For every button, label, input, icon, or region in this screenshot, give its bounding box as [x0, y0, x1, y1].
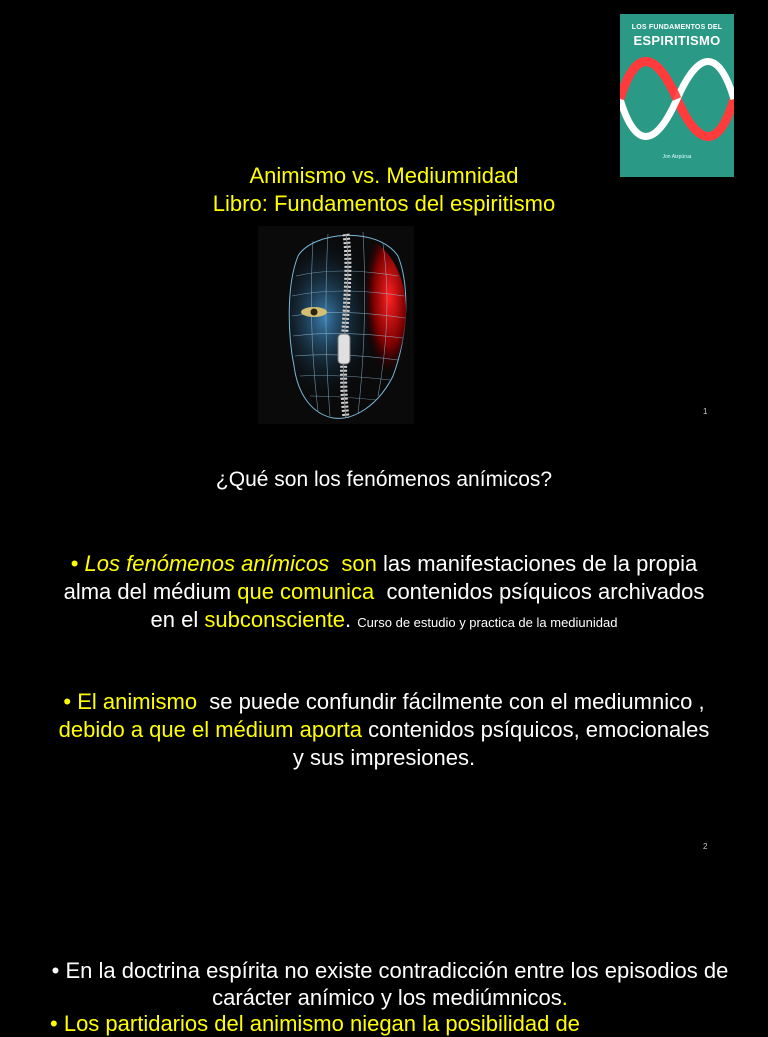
- highlight-debido: debido a que el médium aporta: [58, 717, 362, 742]
- book-title-large: ESPIRITISMO: [633, 33, 721, 48]
- slide2-page-number: 2: [703, 842, 708, 851]
- bullet: •: [70, 551, 79, 576]
- book-cover-image: [620, 14, 734, 177]
- term-fenomenos-animicos: Los fenómenos anímicos: [84, 551, 330, 576]
- bullet: •: [63, 689, 72, 714]
- slide1-title-line1: Animismo vs. Mediumnidad: [249, 163, 519, 188]
- period: .: [561, 985, 568, 1010]
- slide2-question: ¿Qué son los fenómenos anímicos?: [215, 468, 553, 491]
- period: .: [345, 607, 352, 632]
- bullet: •: [50, 1011, 58, 1036]
- text-partidarios: Los partidarios del animismo niegan la posibilidad de: [63, 1011, 580, 1036]
- bullet: •: [51, 958, 60, 983]
- paragraph-animismo: [54, 688, 714, 772]
- book-author: Jon Aizpúrua: [662, 154, 692, 160]
- highlight-que-comunica: que comunica: [237, 579, 375, 604]
- highlight-subconsciente: subconsciente: [204, 607, 346, 632]
- text-doctrina: En la doctrina espírita no existe contradicción entre los episodios de carácter anímico y los mediúmnicos: [65, 958, 729, 1010]
- citation: Curso de estudio y practica de la mediunidad: [357, 615, 618, 630]
- text-se-puede-confundir: se puede confundir fácilmente con el mediumnico ,: [209, 689, 705, 714]
- slide1-page-number: 1: [703, 407, 708, 416]
- zipper-face-image: [258, 226, 414, 424]
- word-son: son: [341, 551, 377, 576]
- book-title-small: LOS FUNDAMENTOS DEL: [631, 24, 723, 31]
- paragraph-fenomenos-animicos: [54, 550, 714, 634]
- slide1-title: [0, 162, 768, 218]
- term-el-animismo: El animismo: [77, 689, 198, 714]
- slide1-title-line2: Libro: Fundamentos del espiritismo: [212, 191, 556, 216]
- text-manifestaciones: las manifestaciones de la propia alma del médium: [63, 551, 698, 604]
- paragraph-doctrina-espirita: [50, 957, 730, 1011]
- text-contenidos: contenidos psíquicos archivados en el: [150, 579, 705, 632]
- text-contenidos-psiquicos: contenidos psíquicos, emocionales y sus impresiones.: [292, 717, 710, 770]
- book-waves-graphic: [620, 44, 734, 154]
